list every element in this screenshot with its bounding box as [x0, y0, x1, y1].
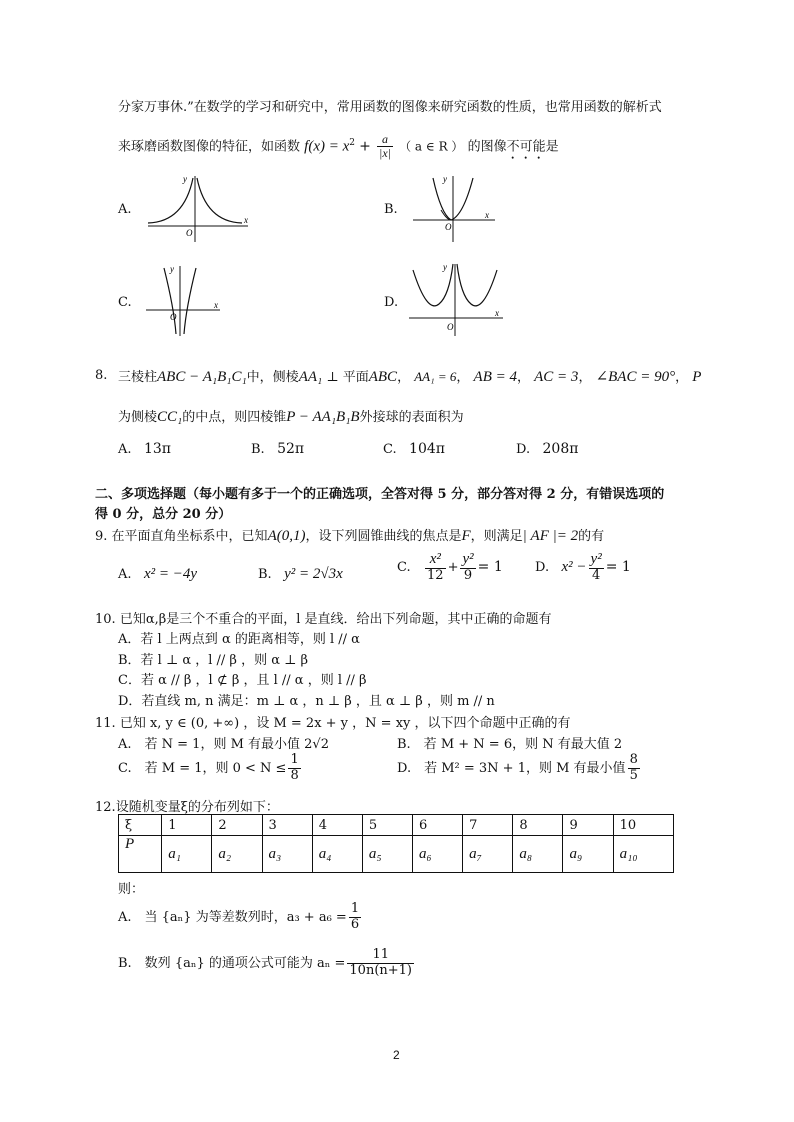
table-cell: 7	[463, 815, 513, 836]
svg-text:O: O	[170, 312, 177, 322]
svg-text:x: x	[495, 308, 499, 318]
table-cell: 10	[613, 815, 673, 836]
table-cell: 5	[362, 815, 412, 836]
q8-option-a: A. 13π	[118, 441, 171, 457]
table-cell: ξ	[119, 815, 162, 836]
svg-text:O: O	[186, 228, 193, 238]
q11-stem: 11. 已知 x, y ∈ (0, +∞) ，设 M = 2x + y ，N = xy ，以下四个命题中正确的有	[95, 716, 571, 731]
svg-text:O: O	[447, 322, 454, 332]
q9-option-b: B. y² = 2√3x	[258, 566, 343, 582]
table-row	[119, 836, 674, 873]
q11-option-d: D. 若 M² = 3N + 1，则 M 有最小值 $\frac{8}{5}$	[397, 752, 638, 783]
table-cell: 6	[413, 815, 463, 836]
q12-option-a: A. 当 {aₙ} 为等差数列时，a₃ + a₆ = $\frac{1}{6}$	[118, 901, 360, 932]
q11-option-c: C. 若 M = 1，则 0 < N ≤ $\frac{1}{8}$	[118, 752, 299, 783]
emphasis-not-possible: 不可能	[506, 139, 546, 155]
q7-option-a-label: A.	[118, 202, 132, 217]
table-cell: a₈	[513, 836, 563, 873]
q7-graph-a	[140, 170, 255, 245]
table-cell: a₅	[362, 836, 412, 873]
table-cell: 3	[262, 815, 312, 836]
q9-stem: 9. 在平面直角坐标系中，已知A(0,1)，设下列圆锥曲线的焦点是F，则满足| AF |= 2的有	[95, 528, 605, 544]
q12-stem: 12.设随机变量ξ的分布列如下：	[95, 800, 279, 815]
q7-function-fraction: $\frac{a}{|x|}$	[379, 131, 391, 161]
q8-option-d: D. 208π	[516, 441, 579, 457]
q10-option-d: D．若直线 m, n 满足：m ⊥ α ，n ⊥ β ，且 α ⊥ β ，则 m // n	[118, 694, 495, 709]
q8-option-b: B. 52π	[251, 441, 305, 457]
q11-option-b: B. 若 M + N = 6，则 N 有最大值 2	[397, 737, 623, 752]
table-cell: a₆	[413, 836, 463, 873]
q9-option-d: D. x² − $\frac{\text{y²}}{4}$ = 1	[535, 551, 631, 584]
q10-option-a: A．若 l 上两点到 α 的距离相等，则 l // α	[118, 632, 360, 647]
q11-option-a: A. 若 N = 1，则 M 有最小值 2√2	[118, 737, 329, 752]
table-cell: 4	[312, 815, 362, 836]
q8-number: 8.	[95, 368, 108, 383]
svg-text:x: x	[214, 300, 218, 310]
table-cell: 9	[563, 815, 613, 836]
q7-option-b-label: B.	[384, 202, 398, 217]
q7-option-c-label: C.	[118, 295, 132, 310]
table-cell: 8	[513, 815, 563, 836]
table-cell: a₉	[563, 836, 613, 873]
q9-option-c: C. $\frac{\text{x²}}{12}$ + $\frac{\text{y²}}{9}$ = 1	[397, 551, 503, 584]
table-cell: 1	[162, 815, 212, 836]
table-cell: P	[119, 836, 162, 873]
svg-text:y: y	[443, 174, 447, 184]
q10-option-b: B．若 l ⊥ α ，l // β ，则 α ⊥ β	[118, 653, 308, 668]
q8-option-c: C. 104π	[383, 441, 445, 457]
q8-line2: 为侧棱CC₁的中点，则四棱锥P − AA₁B₁B外接球的表面积为	[118, 409, 464, 425]
page-number: 2	[393, 1048, 400, 1062]
table-cell: a₃	[262, 836, 312, 873]
q10-stem: 10. 已知α,β是三个不重合的平面，l 是直线．给出下列命题，其中正确的命题有	[95, 612, 552, 627]
q7-graph-c	[140, 260, 225, 338]
q8-line1: 三棱柱ABC − A₁B₁C₁中，侧棱AA₁ ⊥ 平面ABC， AA₁ = 6， AB = 4， AC = 3， ∠BAC = 90°， P	[118, 369, 702, 385]
svg-text:x: x	[485, 210, 489, 220]
q7-line1: 分家万事休.”在数学的学习和研究中，常用函数的图像来研究函数的性质，也常用函数的解析式	[118, 100, 662, 115]
svg-text:x: x	[244, 215, 248, 225]
table-header-row	[119, 815, 674, 836]
q7-line2: 来琢磨函数图像的特征，如函数 $f(x) = x^2$ + $\frac{a}{|x|}$ （ a ∈ R ） 的图像不可能是	[118, 131, 559, 161]
table-cell: a₂	[212, 836, 262, 873]
section2-heading-line2: 得 0 分，总分 20 分）	[95, 507, 232, 522]
q7-graph-d	[405, 258, 505, 338]
q9-option-a: A. x² = −4y	[118, 566, 197, 582]
table-cell: a₇	[463, 836, 513, 873]
q12-option-b: B. 数列 {aₙ} 的通项公式可能为 aₙ = $\frac{11}{10n(n+1)}$	[118, 947, 413, 978]
svg-text:O: O	[445, 222, 452, 232]
section2-heading-line1: 二、多项选择题（每小题有多于一个的正确选项，全答对得 5 分，部分答对得 2 分，有错误选项的	[95, 487, 665, 502]
table-cell: a₁₀	[613, 836, 673, 873]
distribution-table	[118, 814, 674, 873]
q7-function-lhs: f(x) = x	[304, 138, 350, 155]
table-cell: a₄	[312, 836, 362, 873]
svg-text:y: y	[183, 174, 187, 184]
q10-option-c: C．若 α // β ，l ⊄ β ，且 l // α ，则 l // β	[118, 673, 367, 688]
q7-option-d-label: D.	[384, 295, 399, 310]
svg-text:y: y	[170, 264, 174, 274]
q7-graph-b	[405, 170, 500, 245]
table-cell: 2	[212, 815, 262, 836]
svg-text:y: y	[443, 262, 447, 272]
q12-then: 则：	[118, 882, 145, 897]
table-cell: a₁	[162, 836, 212, 873]
